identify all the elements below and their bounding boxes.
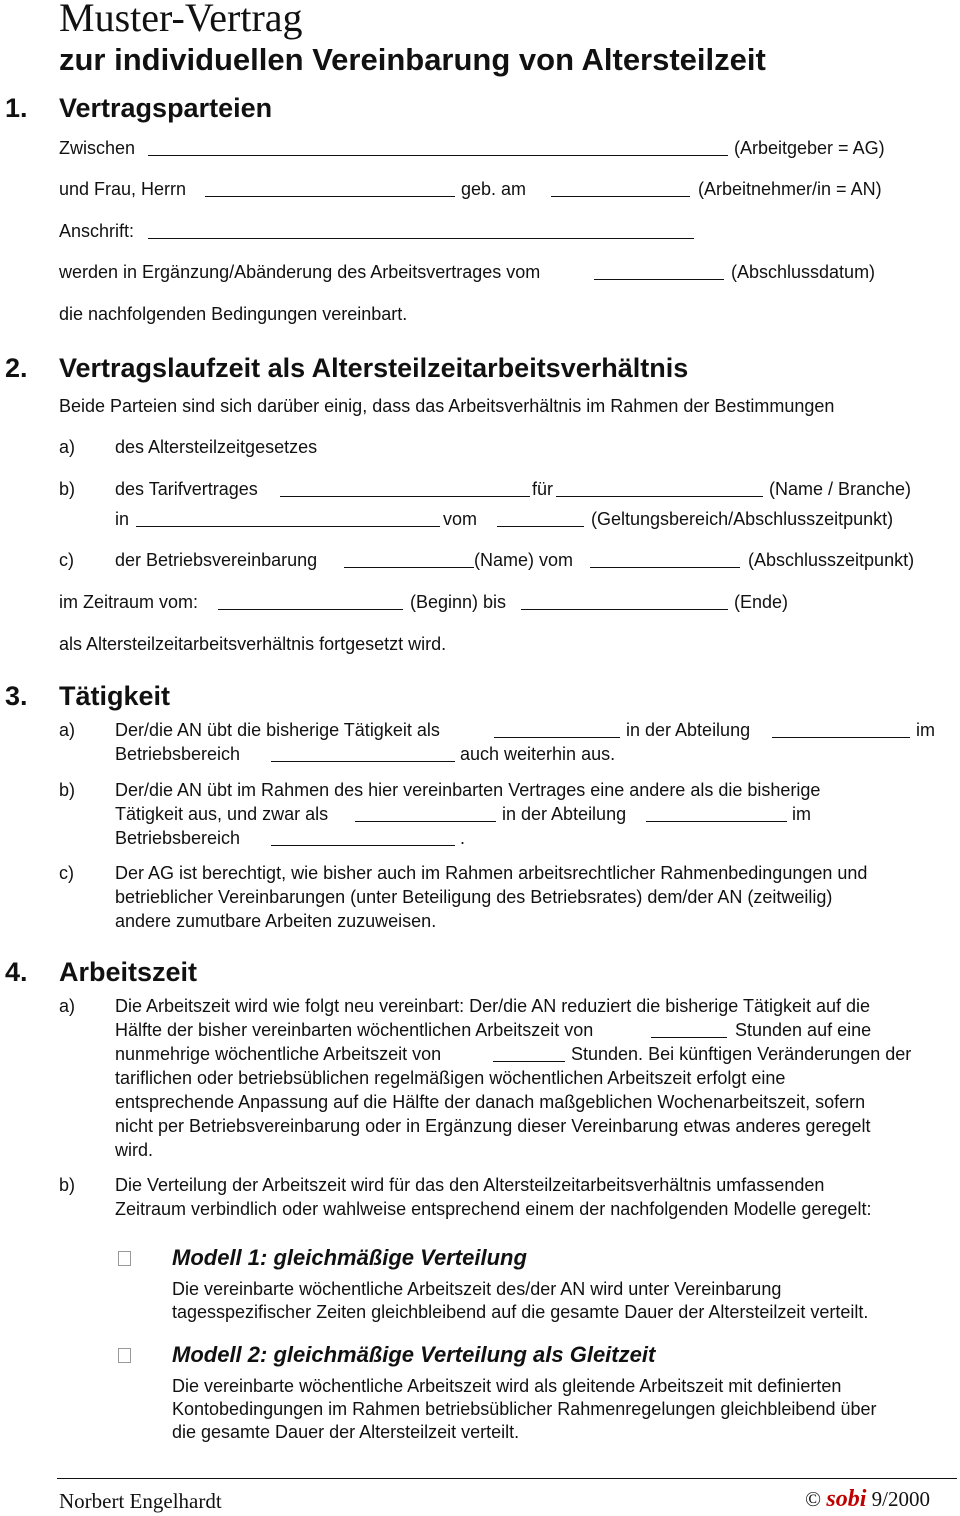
title-line2: zur individuellen Vereinbarung von Altersteilzeit [59, 42, 766, 77]
footer-copyright [805, 1487, 930, 1511]
item-label: a) [59, 720, 76, 740]
text: in der Abteilung [626, 720, 751, 740]
text: auch weiterhin aus. [460, 744, 616, 764]
new-hours-blank[interactable] [493, 1061, 565, 1062]
text: werden in Ergänzung/Abänderung des Arbeitsvertrages vom [59, 262, 541, 282]
text: Betriebsbereich [115, 828, 241, 848]
copyright-symbol: © [805, 1487, 822, 1511]
section-heading: Vertragsparteien [59, 93, 273, 123]
text: (Beginn) bis [410, 592, 507, 612]
text: . [460, 828, 466, 848]
text: des Tarifvertrages [115, 479, 258, 499]
bv-date-blank[interactable] [590, 567, 740, 568]
title-line1: Muster-Vertrag [59, 0, 303, 40]
text: der Betriebsvereinbarung [115, 550, 318, 570]
item-label: b) [59, 780, 76, 800]
footer-date: 9/2000 [871, 1487, 930, 1511]
text: Zeitraum verbindlich oder wahlweise entsprechend einem der nachfolgenden Modelle geregelt: [115, 1199, 872, 1219]
label: Zwischen [59, 138, 136, 158]
model1-checkbox[interactable] [118, 1251, 131, 1266]
text: Stunden auf eine [735, 1020, 872, 1040]
text: (Geltungsbereich/Abschlusszeitpunkt) [591, 509, 894, 529]
text: die nachfolgenden Bedingungen vereinbart. [59, 304, 408, 324]
text: in [115, 509, 130, 529]
section-number: 3. [5, 681, 28, 711]
label: und Frau, Herrn [59, 179, 187, 199]
text: Der/die AN übt die bisherige Tätigkeit als [115, 720, 440, 740]
text: (Ende) [734, 592, 789, 612]
item-label: c) [59, 550, 74, 570]
text: (Abschlusszeitpunkt) [748, 550, 915, 570]
old-hours-blank[interactable] [651, 1037, 727, 1038]
new-taetigkeit-blank[interactable] [355, 821, 496, 822]
text: Betriebsbereich [115, 744, 241, 764]
text: Hälfte der bisher vereinbarten wöchentlichen Arbeitszeit von [115, 1020, 594, 1040]
label: Anschrift: [59, 221, 135, 241]
model-title: Modell 2: gleichmäßige Verteilung als Gleitzeit [172, 1342, 656, 1367]
item-label: a) [59, 437, 76, 457]
branche-blank[interactable] [556, 496, 763, 497]
section-heading: Arbeitszeit [59, 957, 198, 987]
section-number: 1. [5, 93, 28, 123]
text: tagesspezifischer Zeiten gleichbleibend auf die gesamte Dauer der Altersteilzeit verteilt. [172, 1302, 869, 1322]
footer-author: Norbert Engelhardt [59, 1489, 222, 1513]
text: tariflichen oder betriebsüblichen regelmäßigen wöchentlichen Arbeitszeit erfolgt eine [115, 1068, 786, 1088]
item-label: a) [59, 996, 76, 1016]
betriebsvereinbarung-blank[interactable] [344, 567, 474, 568]
text: vom [443, 509, 478, 529]
label: geb. am [461, 179, 527, 199]
address-blank[interactable] [148, 238, 694, 239]
text: die gesamte Dauer der Altersteilzeit verteilt. [172, 1422, 520, 1442]
section-number: 2. [5, 353, 28, 383]
text: Beide Parteien sind sich darüber einig, dass das Arbeitsverhältnis im Rahmen der Bestimmungen [59, 396, 835, 416]
text: Die vereinbarte wöchentliche Arbeitszeit wird als gleitende Arbeitszeit mit definierten [172, 1376, 842, 1396]
abteilung-blank[interactable] [772, 737, 910, 738]
text: im [916, 720, 935, 740]
label: (Abschlussdatum) [731, 262, 876, 282]
text: wird. [115, 1140, 154, 1160]
text: Tätigkeit aus, und zwar als [115, 804, 329, 824]
text: Stunden. Bei künftigen Veränderungen der [571, 1044, 912, 1064]
text: als Altersteilzeitarbeitsverhältnis fortgesetzt wird. [59, 634, 447, 654]
text: Die Verteilung der Arbeitszeit wird für das den Altersteilzeitarbeitsverhältnis umfassenden [115, 1175, 825, 1195]
text: entsprechende Anpassung auf die Hälfte der danach maßgeblichen Wochenarbeitszeit, sofern [115, 1092, 866, 1112]
section-heading: Vertragslaufzeit als Altersteilzeitarbeitsverhältnis [59, 353, 689, 383]
text: (Name / Branche) [769, 479, 912, 499]
text: betrieblicher Vereinbarungen (unter Beteiligung des Betriebsrates) dem/der AN (zeitweilig) [115, 887, 833, 907]
birthdate-blank[interactable] [551, 196, 690, 197]
label: (Arbeitgeber = AG) [734, 138, 885, 158]
contract-date-blank[interactable] [594, 279, 724, 280]
betriebsbereich-blank[interactable] [271, 761, 455, 762]
text: Die vereinbarte wöchentliche Arbeitszeit des/der AN wird unter Vereinbarung [172, 1279, 782, 1299]
end-date-blank[interactable] [521, 609, 728, 610]
geltungsbereich-blank[interactable] [136, 526, 440, 527]
abschlusszeitpunkt-blank[interactable] [497, 526, 584, 527]
text: Der AG ist berechtigt, wie bisher auch im Rahmen arbeitsrechtlicher Rahmenbedingungen und [115, 863, 868, 883]
new-abteilung-blank[interactable] [646, 821, 787, 822]
employee-name-blank[interactable] [205, 196, 455, 197]
text: Der/die AN übt im Rahmen des hier vereinbarten Vertrages eine andere als die bisherige [115, 780, 821, 800]
text: Kontobedingungen im Rahmen betriebsüblicher Rahmenregelungen gleichbleibend über [172, 1399, 877, 1419]
item-label: b) [59, 1175, 76, 1195]
brand-logo: sobi [826, 1486, 867, 1512]
text: andere zumutbare Arbeiten zuzuweisen. [115, 911, 437, 931]
text: Die Arbeitszeit wird wie folgt neu vereinbart: Der/die AN reduziert die bisherige Tätigkeit auf die [115, 996, 871, 1016]
text: für [532, 479, 554, 499]
item-label: b) [59, 479, 76, 499]
employer-blank[interactable] [148, 155, 728, 156]
model2-checkbox[interactable] [118, 1348, 131, 1363]
text: in der Abteilung [502, 804, 627, 824]
model-title: Modell 1: gleichmäßige Verteilung [172, 1245, 527, 1270]
section-number: 4. [5, 957, 28, 987]
label: (Arbeitnehmer/in = AN) [698, 179, 882, 199]
text: im [792, 804, 811, 824]
text: nunmehrige wöchentliche Arbeitszeit von [115, 1044, 442, 1064]
start-date-blank[interactable] [218, 609, 403, 610]
new-betriebsbereich-blank[interactable] [271, 845, 455, 846]
item-label: c) [59, 863, 74, 883]
tarifvertrag-blank[interactable] [280, 496, 530, 497]
section-heading: Tätigkeit [59, 681, 171, 711]
text: des Altersteilzeitgesetzes [115, 437, 318, 457]
footer-divider [57, 1478, 957, 1479]
text: im Zeitraum vom: [59, 592, 199, 612]
text: (Name) vom [474, 550, 574, 570]
taetigkeit-blank[interactable] [494, 737, 620, 738]
text: nicht per Betriebsvereinbarung oder in Ergänzung dieser Vereinbarung etwas anderes geregelt [115, 1116, 871, 1136]
